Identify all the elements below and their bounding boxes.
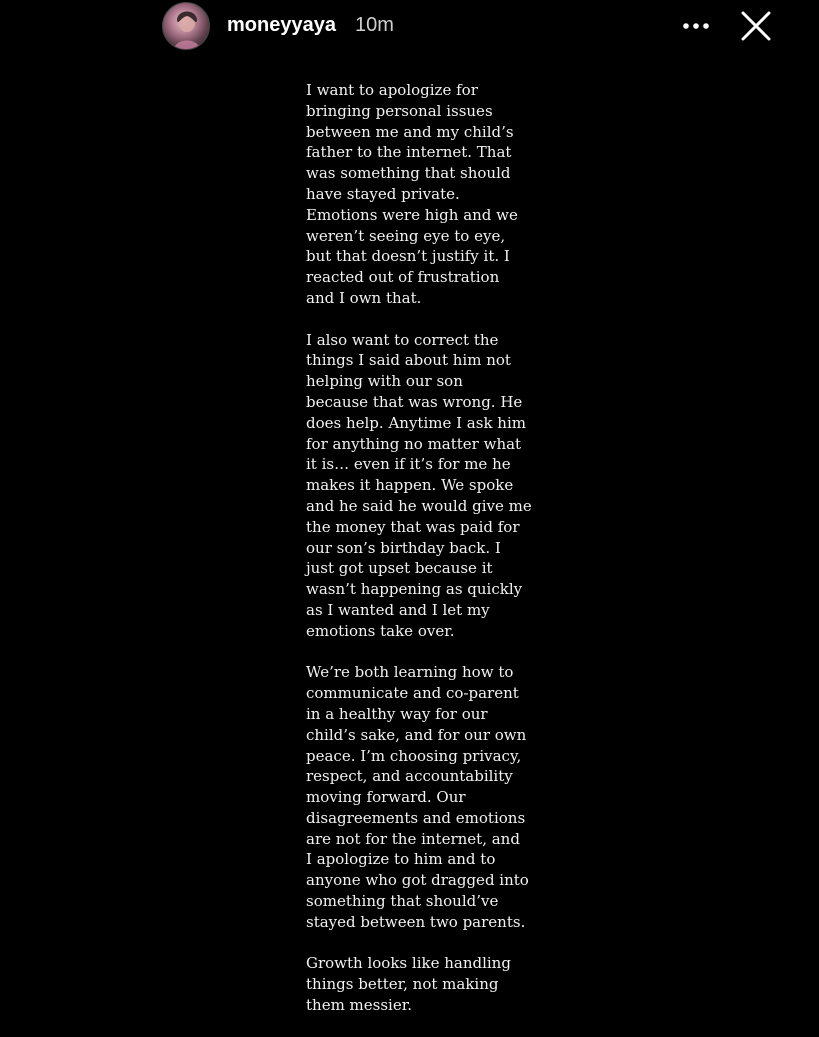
story-text-line: something that should’ve [306, 892, 499, 911]
story-text-line: reacted out of frustration [306, 268, 500, 287]
story-text-line: emotions take over. [306, 621, 455, 640]
close-button[interactable] [734, 6, 778, 46]
story-text-line: wasn’t happening as quickly [306, 580, 523, 599]
story-text-line: in a healthy way for our [306, 704, 488, 723]
post-timestamp: 10m [355, 14, 394, 36]
story-paragraph [306, 330, 546, 642]
more-options-button[interactable] [676, 8, 716, 44]
story-text-line: anyone who got dragged into [306, 871, 529, 890]
story-paragraph [306, 953, 546, 1015]
story-text-line: was something that should [306, 164, 511, 183]
story-header [0, 0, 819, 56]
story-text-line: does help. Anytime I ask him [306, 413, 526, 432]
username[interactable]: moneyyaya [227, 14, 336, 36]
story-text-line: stayed between two parents. [306, 912, 526, 931]
story-text-line: things I said about him not [306, 351, 511, 370]
story-text-line: disagreements and emotions [306, 808, 526, 827]
story-text-line: I apologize to him and to [306, 850, 496, 869]
story-text-line: respect, and accountability [306, 767, 513, 786]
story-text-line: the money that was paid for [306, 517, 520, 536]
story-text-line: between me and my child’s [306, 122, 514, 141]
story-text-line: and he said he would give me [306, 496, 532, 515]
story-text-line: just got upset because it [306, 559, 493, 578]
story-text-line: bringing personal issues [306, 101, 493, 120]
more-horizontal-icon [682, 22, 710, 30]
story-paragraph [306, 80, 546, 309]
story-text [306, 80, 546, 1037]
story-text-line: makes it happen. We spoke [306, 476, 514, 495]
story-text-line: father to the internet. That [306, 143, 512, 162]
story-text-line: are not for the internet, and [306, 829, 520, 848]
story-text-line: them messier. [306, 996, 413, 1015]
profile-photo-icon [163, 3, 210, 50]
story-paragraph [306, 662, 546, 932]
story-text-line: Growth looks like handling [306, 954, 511, 973]
story-text-line: for anything no matter what [306, 434, 522, 453]
avatar[interactable] [162, 2, 210, 50]
story-text-line: We’re both learning how to [306, 663, 514, 682]
story-text-line: moving forward. Our [306, 788, 466, 807]
story-text-line: because that was wrong. He [306, 392, 523, 411]
close-icon [740, 10, 772, 42]
story-text-line: peace. I’m choosing privacy, [306, 746, 522, 765]
story-text-line: but that doesn’t justify it. I [306, 247, 510, 266]
story-text-line: communicate and co-parent [306, 684, 519, 703]
story-text-line: helping with our son [306, 372, 463, 391]
story-text-line: have stayed private. [306, 184, 460, 203]
story-text-line: I also want to correct the [306, 330, 499, 349]
story-text-line: it is… even if it’s for me he [306, 455, 511, 474]
story-text-line: our son’s birthday back. I [306, 538, 501, 557]
story-text-line: and I own that. [306, 288, 422, 307]
story-text-line: child’s sake, and for our own [306, 725, 527, 744]
story-text-line: I want to apologize for [306, 81, 478, 99]
story-text-line: Emotions were high and we [306, 205, 518, 224]
story-text-line: weren’t seeing eye to eye, [306, 226, 506, 245]
story-text-line: as I wanted and I let my [306, 600, 490, 619]
story-text-line: things better, not making [306, 975, 499, 994]
